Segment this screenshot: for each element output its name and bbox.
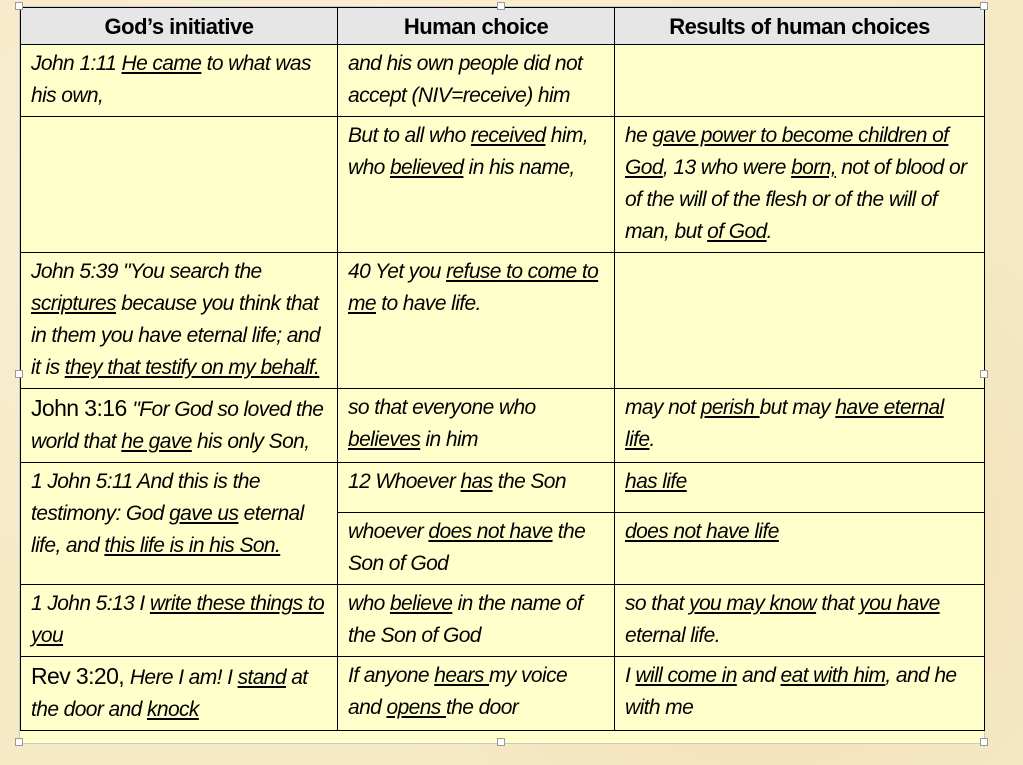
text-run: But to all who (348, 124, 471, 147)
text-run: . (766, 220, 772, 243)
text-run: the Son (492, 470, 566, 493)
underlined-phrase: gave power to become children of God (625, 124, 949, 179)
text-run: the door (445, 696, 519, 719)
cell-human-choice (338, 45, 615, 117)
cell-gods-initiative (21, 463, 338, 585)
text-run: whoever (348, 520, 429, 543)
table-row (21, 117, 985, 253)
underlined-phrase: perish (700, 396, 760, 419)
text-run: eternal life. (625, 624, 720, 647)
text-run: to what was his own, (31, 52, 311, 107)
cell-results (615, 463, 985, 513)
underlined-phrase: he gave (121, 430, 192, 453)
table-row (21, 657, 985, 731)
text-run: him, who (348, 124, 589, 179)
text-run: that (816, 592, 860, 615)
cell-gods-initiative (21, 657, 338, 731)
text-run: "For God so loved the world that (31, 398, 324, 453)
underlined-phrase: eat with him (780, 664, 886, 687)
text-run: at the door and (31, 666, 308, 721)
underlined-phrase: scriptures (31, 292, 117, 315)
text-run: 12 Whoever (348, 470, 461, 493)
cell-gods-initiative (21, 389, 338, 463)
cell-gods-initiative (21, 117, 338, 253)
text-run: in his name, (463, 156, 575, 179)
underlined-phrase: does not have life (625, 520, 779, 543)
resize-handle-top-middle[interactable] (497, 2, 505, 10)
text-run: John 5:39 "You search the (31, 260, 262, 283)
text-run: my voice and (348, 664, 568, 719)
header-gods-initiative: God’s initiative (21, 8, 338, 45)
underlined-phrase: has (460, 470, 493, 493)
header-human-choice: Human choice (338, 8, 615, 45)
text-run: If anyone (348, 664, 435, 687)
text-run: eternal life, and (31, 502, 304, 557)
cell-human-choice (338, 463, 615, 513)
resize-handle-top-right[interactable] (980, 2, 988, 10)
table-row (21, 389, 985, 463)
scripture-table (20, 7, 985, 731)
underlined-phrase: stand (237, 666, 286, 689)
cell-results (615, 45, 985, 117)
cell-results (615, 389, 985, 463)
table-row (21, 585, 985, 657)
underlined-phrase: you may know (689, 592, 817, 615)
resize-handle-bottom-middle[interactable] (497, 738, 505, 746)
slide-table-frame (19, 6, 985, 744)
cell-results (615, 117, 985, 253)
underlined-phrase: believe (389, 592, 453, 615)
resize-handle-top-left[interactable] (15, 2, 23, 10)
verse-reference: John 3:16 (31, 395, 133, 421)
cell-gods-initiative (21, 585, 338, 657)
text-run: so that everyone who (348, 396, 536, 419)
text-run: 40 Yet you (348, 260, 447, 283)
header-results: Results of human choices (615, 8, 985, 45)
text-run: . (649, 428, 655, 451)
text-run: John 1:11 (31, 52, 122, 75)
text-run: he (625, 124, 653, 147)
text-run: because you think that in them you have eternal life; and it is (31, 292, 320, 379)
cell-human-choice (338, 657, 615, 731)
cell-gods-initiative (21, 253, 338, 389)
text-run: may not (625, 396, 701, 419)
cell-human-choice (338, 117, 615, 253)
underlined-phrase: gave us (169, 502, 239, 525)
resize-handle-bottom-left[interactable] (15, 738, 23, 746)
underlined-phrase: believes (348, 428, 421, 451)
text-run: in him (420, 428, 478, 451)
text-run: and his own people did not accept (NIV=receive) him (348, 52, 583, 107)
cell-results (615, 585, 985, 657)
text-run: who (348, 592, 390, 615)
table-row (21, 45, 985, 117)
cell-results (615, 253, 985, 389)
text-run: 1 John 5:11 And this is the testimony: God (31, 470, 260, 525)
cell-results (615, 657, 985, 731)
resize-handle-bottom-right[interactable] (980, 738, 988, 746)
underlined-phrase: knock (146, 698, 199, 721)
cell-human-choice (338, 513, 615, 585)
header-row (21, 8, 985, 45)
text-run: , 13 who were (662, 156, 792, 179)
text-run: and (736, 664, 781, 687)
underlined-phrase: they that testify on my behalf. (64, 356, 320, 379)
underlined-phrase: refuse to come to me (348, 260, 599, 315)
text-run: not of blood or of the will of the flesh or of the will of man, but (625, 156, 967, 243)
table-row (21, 253, 985, 389)
underlined-phrase: write these things to you (31, 592, 325, 647)
underlined-phrase: have eternal life (625, 396, 944, 451)
cell-human-choice (338, 389, 615, 463)
table-row (21, 463, 985, 513)
underlined-phrase: He came (121, 52, 202, 75)
underlined-phrase: received (470, 124, 546, 147)
resize-handle-middle-left[interactable] (15, 370, 23, 378)
text-run: I (625, 664, 636, 687)
resize-handle-middle-right[interactable] (980, 370, 988, 378)
underlined-phrase: born, (791, 156, 836, 179)
underlined-phrase: has life (625, 470, 687, 493)
text-run: but may (759, 396, 836, 419)
underlined-phrase: hears (434, 664, 489, 687)
underlined-phrase: of God (707, 220, 767, 243)
text-run: in the name of the Son of God (348, 592, 583, 647)
text-run: so that (625, 592, 690, 615)
text-run: , and he with me (625, 664, 957, 719)
text-run: to have life. (375, 292, 481, 315)
underlined-phrase: believed (389, 156, 464, 179)
cell-human-choice (338, 585, 615, 657)
underlined-phrase: this life is in his Son. (104, 534, 281, 557)
underlined-phrase: opens (386, 696, 446, 719)
underlined-phrase: you have (859, 592, 940, 615)
underlined-phrase: will come in (635, 664, 737, 687)
verse-reference: Rev 3:20, (31, 663, 130, 689)
cell-human-choice (338, 253, 615, 389)
cell-results (615, 513, 985, 585)
text-run: 1 John 5:13 I (31, 592, 150, 615)
text-run: Here I am! I (129, 666, 238, 689)
text-run: his only Son, (191, 430, 310, 453)
underlined-phrase: does not have (428, 520, 553, 543)
text-run: the Son of God (348, 520, 586, 575)
cell-gods-initiative (21, 45, 338, 117)
